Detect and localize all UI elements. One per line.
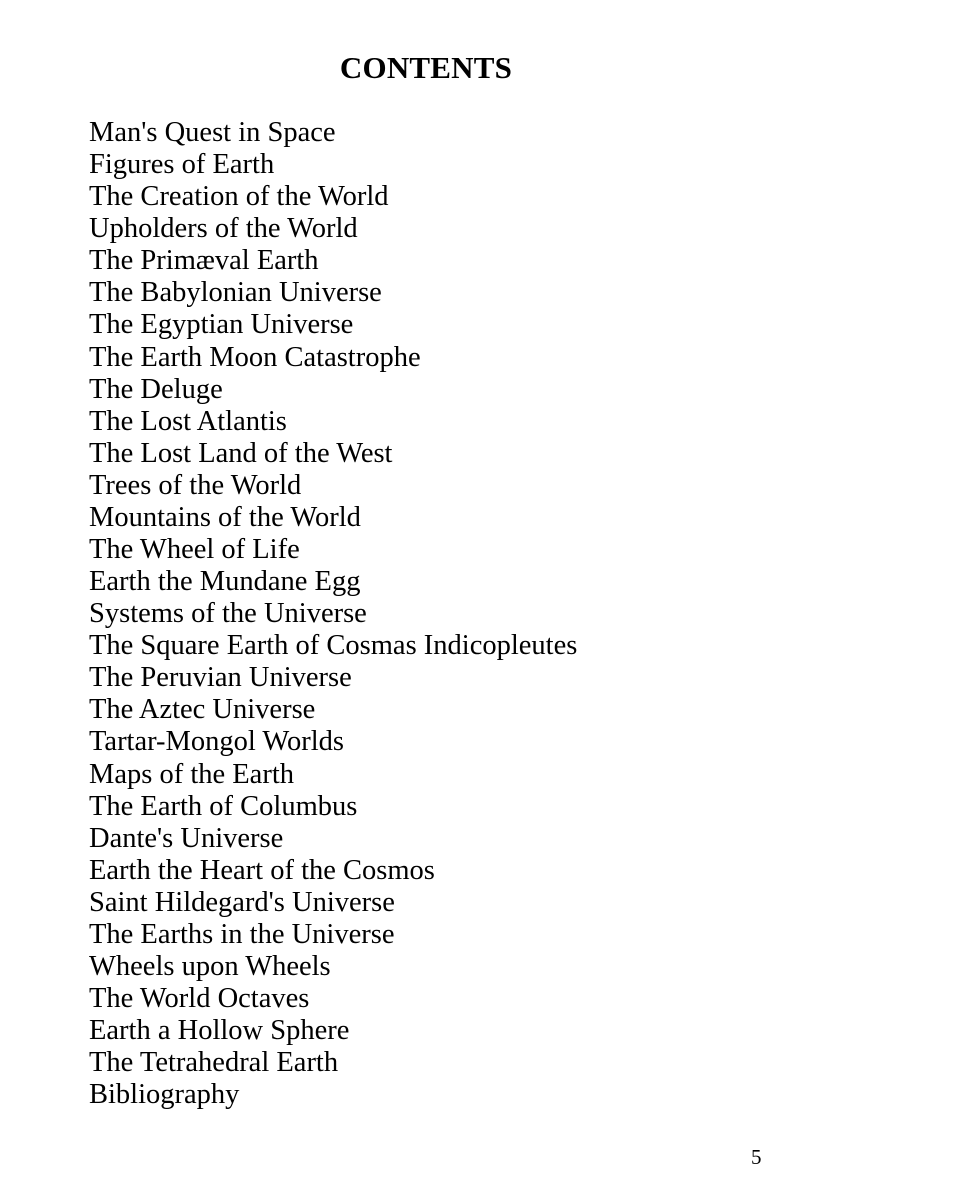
toc-entry: Man's Quest in Space xyxy=(89,117,336,148)
toc-entry: The Peruvian Universe xyxy=(89,662,352,694)
toc-entry: Earth the Mundane Egg xyxy=(89,566,361,598)
toc-entry: The Earth of Columbus xyxy=(89,790,358,822)
toc-entry: Trees of the World xyxy=(89,469,302,501)
toc-entry: The Earth Moon Catastrophe xyxy=(89,341,421,373)
toc-entry: Earth the Heart of the Cosmos xyxy=(89,854,435,886)
toc-entry: Tartar-Mongol Worlds xyxy=(89,726,345,758)
toc-entry: The Tetrahedral Earth xyxy=(89,1047,339,1079)
toc-entry: The Aztec Universe xyxy=(89,694,316,726)
toc-entry: The Earths in the Universe xyxy=(89,918,395,950)
page-title: CONTENTS xyxy=(339,50,513,85)
toc-entry: Wheels upon Wheels xyxy=(89,951,331,983)
toc-entry: The Square Earth of Cosmas Indicopleutes xyxy=(89,630,578,662)
toc-entry: Systems of the Universe xyxy=(89,598,367,630)
toc-entry: Figures of Earth xyxy=(89,149,275,181)
toc-entry: The Wheel of Life xyxy=(89,534,300,566)
toc-entry: The Creation of the World xyxy=(89,181,389,213)
table-of-contents xyxy=(89,117,577,1111)
toc-entry: The Lost Land of the West xyxy=(89,437,393,469)
toc-entry: Saint Hildegard's Universe xyxy=(89,886,395,918)
toc-entry: The Primæval Earth xyxy=(89,245,319,277)
toc-entry: The Babylonian Universe xyxy=(89,277,382,309)
toc-entry: Mountains of the World xyxy=(89,501,361,533)
toc-entry: The World Octaves xyxy=(89,983,310,1015)
page-number: 5 xyxy=(751,1145,762,1169)
toc-entry: The Deluge xyxy=(89,373,223,405)
toc-entry: The Lost Atlantis xyxy=(89,405,287,437)
toc-entry: Dante's Universe xyxy=(89,822,284,854)
toc-entry: Maps of the Earth xyxy=(89,758,294,790)
toc-entry: Earth a Hollow Sphere xyxy=(89,1015,350,1047)
toc-entry: Upholders of the World xyxy=(89,213,358,245)
toc-entry: Bibliography xyxy=(89,1079,240,1111)
toc-entry: The Egyptian Universe xyxy=(89,309,354,341)
